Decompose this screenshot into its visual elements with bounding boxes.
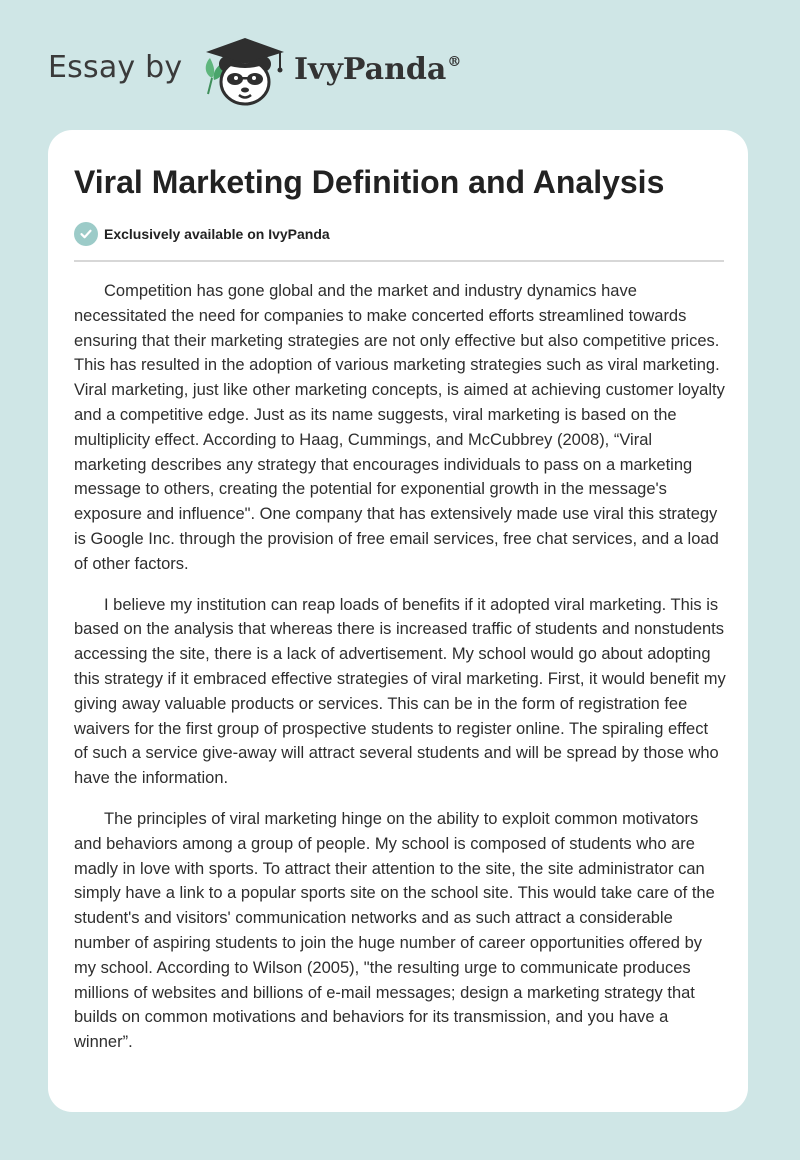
essay-paragraph: Competition has gone global and the market and industry dynamics have necessitated the need for companies to make concerted efforts streamlined towards ensuring that their marketing strategies are not only effective but also competitive prices. This has resulted in the adoption of various marketing strategies such as viral marketing. Viral marketing, just like other marketing concepts, is aimed at achieving customer loyalty and a competitive edge. Just as its name suggests, viral marketing is based on the multiplicity effect. According to Haag, Cummings, and McCubbrey (2008), “Viral marketing describes any strategy that encourages individuals to pass on a marketing message to others, creating the potential for exponential growth in the message's exposure and influence". One company that has extensively made use viral this strategy is Google Inc. through the provision of free email services, free chat services, and a load of other factors. <box>74 282 725 573</box>
check-circle-icon <box>74 222 98 246</box>
registered-mark: ® <box>447 54 462 70</box>
essay-paragraph: The principles of viral marketing hinge on the ability to exploit common motivators and behaviors among a group of people. My school is composed of students who are madly in love with sports. To attract their attention to the site, the site administrator can simply have a link to a popular sports site on the school site. This would take care of the student's and visitors' communication networks and as such attract a considerable number of aspiring students to join the huge number of career opportunities offered by my school. According to Wilson (2005), "the resulting urge to communicate produces millions of websites and billions of e-mail messages; design a marketing strategy that builds on common motivations and behaviors for its transmission, and you have a winner”. <box>74 809 715 1052</box>
site-header <box>0 0 800 130</box>
brand-text: IvyPanda <box>294 52 447 87</box>
panda-graduate-icon[interactable] <box>200 34 290 110</box>
brand-name[interactable] <box>294 52 461 87</box>
page-title: Viral Marketing Definition and Analysis <box>74 164 665 200</box>
essay-body <box>74 279 726 1071</box>
exclusive-badge <box>74 222 330 246</box>
essay-card <box>48 130 748 1112</box>
essay-by-label: Essay by <box>48 50 183 85</box>
divider <box>74 260 724 262</box>
essay-paragraph: I believe my institution can reap loads of benefits if it adopted viral marketing. This is based on the analysis that whereas there is increased traffic of students and nonstudents accessing the site, there is a lack of advertisement. My school would go about adopting this strategy if it embraced effective strategies of viral marketing. First, it would benefit my giving away valuable products or services. This can be in the form of registration fee waivers for the first group of prospective students to register online. The spiraling effect of such a service give-away will attract several students and will be spread by those who have the information. <box>74 595 726 788</box>
exclusive-badge-text: Exclusively available on IvyPanda <box>104 226 330 242</box>
